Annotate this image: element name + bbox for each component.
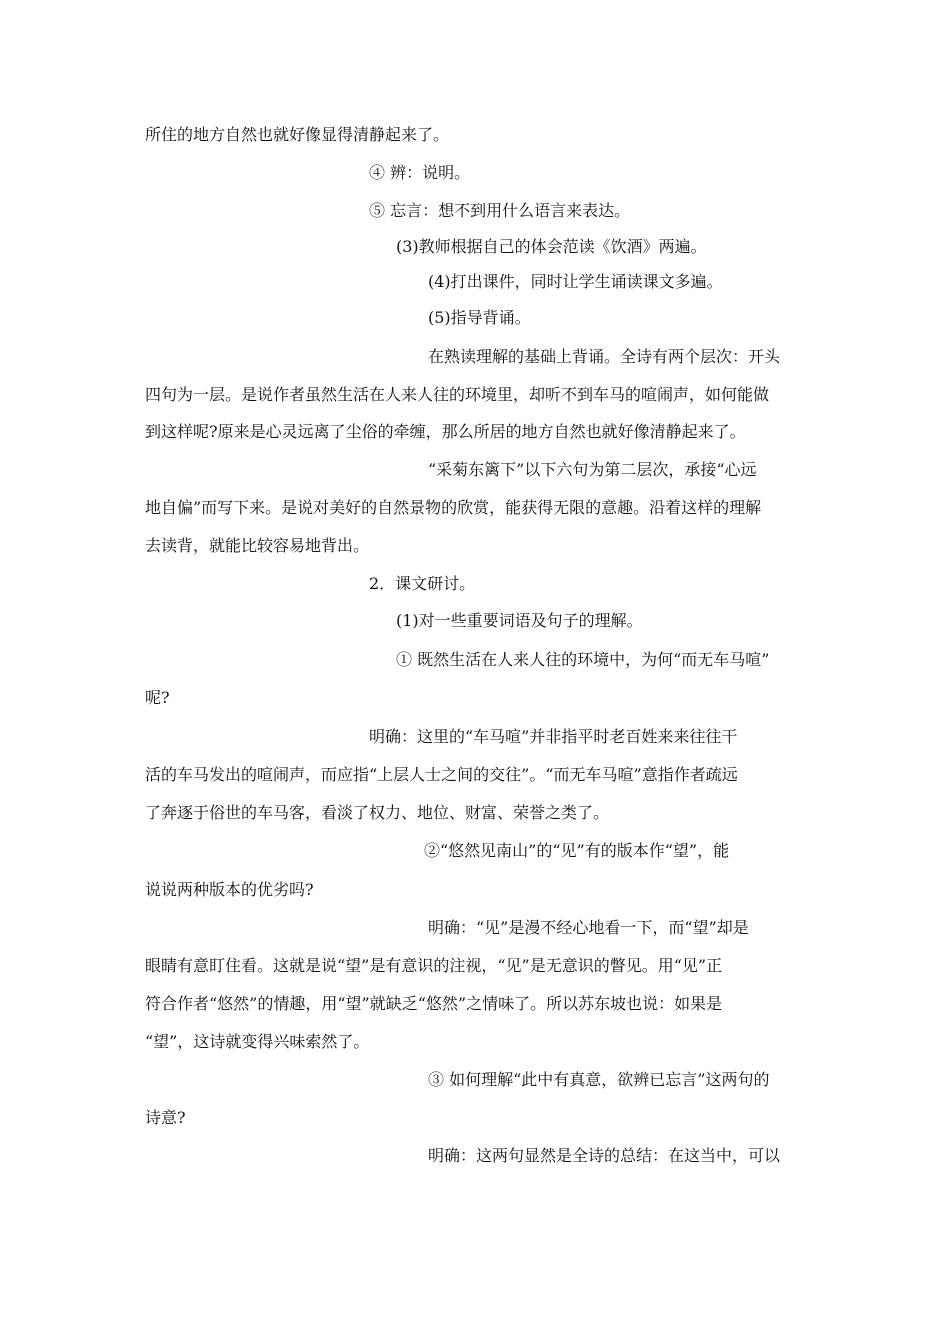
text-line: 活的车马发出的喧闹声，而应指“上层人士之间的交往”。“而无车马喧”意指作者疏远 xyxy=(145,765,738,784)
text-line: 明确：“见”是漫不经心地看一下，而“望”却是 xyxy=(428,918,749,937)
text-line: 明确：这里的“车马喧”并非指平时老百姓来来往往干 xyxy=(369,727,738,746)
text-line: 说说两种版本的优劣吗? xyxy=(145,880,314,899)
text-line: (5)指导背诵。 xyxy=(428,308,531,327)
text-line: “采菊东篱下”以下六句为第二层次，承接“心远 xyxy=(428,460,757,479)
text-line: 在熟读理解的基础上背诵。全诗有两个层次：开头 xyxy=(428,347,781,366)
text-line: “望”，这诗就变得兴味索然了。 xyxy=(145,1032,370,1051)
text-line: 地自偏”而写下来。是说对美好的自然景物的欣赏，能获得无限的意趣。沿着这样的理解 xyxy=(145,498,762,517)
text-line: 了奔逐于俗世的车马客，看淡了权力、地位、财富、荣誉之类了。 xyxy=(145,803,610,822)
text-line: (4)打出课件，同时让学生诵读课文多遍。 xyxy=(428,272,723,291)
text-line: 眼睛有意盯住看。这就是说“望”是有意识的注视，“见”是无意识的瞥见。用“见”正 xyxy=(145,956,723,975)
text-line: (1)对一些重要词语及句子的理解。 xyxy=(396,611,643,630)
text-line: ⑤ 忘言：想不到用什么语言来表达。 xyxy=(369,201,631,220)
text-line: ① 既然生活在人来人往的环境中，为何“而无车马喧” xyxy=(396,650,770,669)
text-line: ③ 如何理解“此中有真意，欲辨已忘言”这两句的 xyxy=(428,1070,770,1089)
text-line: 所住的地方自然也就好像显得清静起来了。 xyxy=(145,125,450,144)
text-line: 去读背，就能比较容易地背出。 xyxy=(145,536,370,555)
text-line: 符合作者“悠然”的情趣，用“望”就缺乏“悠然”之情味了。所以苏东坡也说：如果是 xyxy=(145,994,723,1013)
text-line: ④ 辨：说明。 xyxy=(369,163,471,182)
text-line: 四句为一层。是说作者虽然生活在人来人往的环境里，却听不到车马的喧闹声，如何能做 xyxy=(145,385,770,404)
text-line: 到这样呢?原来是心灵远离了尘俗的牵缠，那么所居的地方自然也就好像清静起来了。 xyxy=(145,422,746,441)
text-line: (3)教师根据自己的体会范读《饮酒》两遍。 xyxy=(396,237,707,256)
text-line: ②“悠然见南山”的“见”有的版本作“望”，能 xyxy=(424,841,730,860)
text-line: 呢? xyxy=(145,688,170,707)
text-line: 诗意? xyxy=(145,1108,186,1127)
text-line: 明确：这两句显然是全诗的总结：在这当中，可以 xyxy=(428,1146,781,1165)
text-line: 2．课文研讨。 xyxy=(369,574,476,593)
